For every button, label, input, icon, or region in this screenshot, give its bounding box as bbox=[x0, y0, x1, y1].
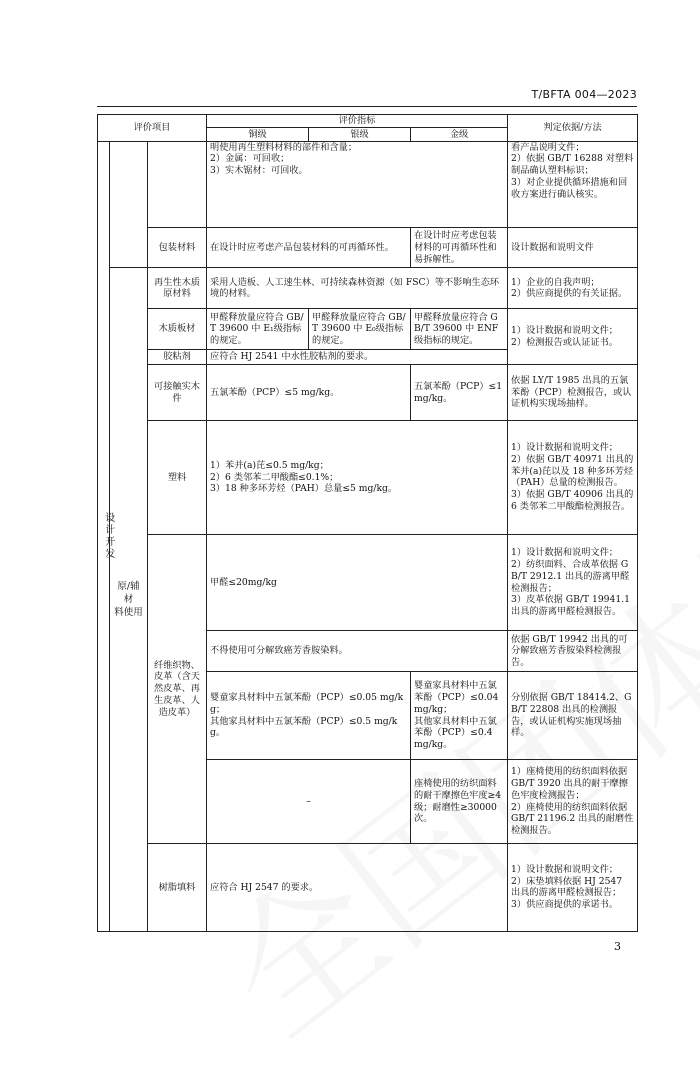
indicator-bronze-silver: 婴童家具材料中五氯苯酚（PCP）≤0.05 mg/kg； 其他家具材料中五氯苯酚（PCP）≤0.5 mg/kg。 bbox=[207, 672, 411, 760]
header-basis: 判定依据/方法 bbox=[508, 115, 638, 142]
indicator-gold: 甲醛释放量应符合 GB/T 39600 中 ENF 级指标的规定。 bbox=[411, 309, 508, 350]
item-packaging: 包装材料 bbox=[148, 228, 207, 268]
group-materials: 原/辅材 料使用 bbox=[110, 268, 148, 932]
table-row bbox=[98, 309, 638, 350]
indicator-cell: 明使用再生塑料材料的部件和含量； 2）金属：可回收； 3）实木锯材：可回收。 bbox=[207, 141, 508, 228]
item-wood-board: 木质板材 bbox=[148, 309, 207, 350]
indicator-bronze-silver: 五氯苯酚（PCP）≤5 mg/kg。 bbox=[207, 365, 411, 420]
header-silver: 银级 bbox=[309, 128, 411, 141]
indicator-gold: 座椅使用的纺织面料的耐干摩擦色牢度≥4 级；耐磨性≥30000次。 bbox=[411, 760, 508, 844]
basis-cell: 依据 LY/T 1985 出具的五氯苯酚（PCP）检测报告，或认证机构实现场抽样。 bbox=[508, 365, 638, 420]
header-eval-item: 评价项目 bbox=[98, 115, 207, 142]
indicator-cell: 甲醛≤20mg/kg bbox=[207, 535, 508, 631]
basis-cell: 1）设计数据和说明文件； 2）床垫填料依据 HJ 2547 出具的游离甲醛检测报告； 3）供应商提供的承诺书。 bbox=[508, 843, 638, 931]
basis-cell: 设计数据和说明文件 bbox=[508, 228, 638, 268]
evaluation-table bbox=[97, 114, 638, 932]
table-row bbox=[98, 228, 638, 268]
table-row bbox=[98, 420, 638, 535]
basis-cell: 依据 GB/T 19942 出具的可分解致癌芳香胺染料检测报告。 bbox=[508, 631, 638, 672]
indicator-bronze: 甲醛释放量应符合 GB/T 39600 中 E₁级指标的规定。 bbox=[207, 309, 309, 350]
item-textiles-leather: 纤维织物、皮革（含天然皮革、再生皮革、人造皮革） bbox=[148, 535, 207, 844]
document-id: T/BFTA 004—2023 bbox=[531, 88, 637, 101]
indicator-gold: 婴童家具材料中五氯苯酚（PCP）≤0.04 mg/kg； 其他家具材料中五氯苯酚（PCP）≤0.4 mg/kg。 bbox=[411, 672, 508, 760]
header-rule bbox=[97, 106, 637, 107]
item-plastics: 塑料 bbox=[148, 420, 207, 535]
header-gold: 金级 bbox=[411, 128, 508, 141]
indicator-gold: 在设计时应考虑包装材料的可再循环性和易拆解性。 bbox=[411, 228, 508, 268]
table-row bbox=[98, 843, 638, 931]
basis-cell: 分别依据 GB/T 18414.2、GB/T 22808 出具的检测报告，或认证机构实施现场抽样。 bbox=[508, 672, 638, 760]
table-row bbox=[98, 365, 638, 420]
header-bronze: 铜级 bbox=[207, 128, 309, 141]
indicator-cell: 应符合 HJ 2541 中水性胶粘剂的要求。 bbox=[207, 350, 508, 365]
indicator-cell: 采用人造板、人工速生林、可持续森林资源（如 FSC）等不影响生态环境的材料。 bbox=[207, 268, 508, 309]
basis-cell: 1）设计数据和说明文件； 2）依据 GB/T 40971 出具的苯并(a)芘以及 18 种多环芳烃（PAH）总量的检测报告。 3）依据 GB/T 40906 出具的 6 类邻苯二甲酸酯检测报告。 bbox=[508, 420, 638, 535]
basis-cell: 看产品说明文件； 2）依据 GB/T 16288 对塑料制品确认塑料标识； 3）对企业提供循环措施和回收方案进行确认核实。 bbox=[508, 141, 638, 228]
indicator-silver: 甲醛释放量应符合 GB/T 39600 中 E₀级指标的规定。 bbox=[309, 309, 411, 350]
item-adhesive: 胶粘剂 bbox=[148, 350, 207, 365]
indicator-cell: 应符合 HJ 2547 的要求。 bbox=[207, 843, 508, 931]
basis-cell: 1）企业的自我声明； 2）供应商提供的有关证据。 bbox=[508, 268, 638, 309]
item-resin-filler: 树脂填料 bbox=[148, 843, 207, 931]
group-cell-upper bbox=[110, 141, 148, 268]
stage-design: 设计开发 bbox=[98, 141, 110, 931]
item-blank bbox=[148, 141, 207, 228]
table-row bbox=[98, 141, 638, 228]
indicator-bronze-silver: – bbox=[207, 760, 411, 844]
basis-cell: 1）设计数据和说明文件； 2）纺织面料、合成革依据 GB/T 2912.1 出具的游离甲醛检测报告； 3）皮革依据 GB/T 19941.1 出具的游离甲醛检测报告。 bbox=[508, 535, 638, 631]
header-indicator: 评价指标 bbox=[207, 115, 508, 128]
table-row bbox=[98, 268, 638, 309]
item-solid-wood: 可接触实木件 bbox=[148, 365, 207, 420]
item-renewable-wood: 再生性木质原材料 bbox=[148, 268, 207, 309]
indicator-bronze-silver: 在设计时应考虑产品包装材料的可再循环性。 bbox=[207, 228, 411, 268]
page-number: 3 bbox=[614, 940, 621, 953]
indicator-gold: 五氯苯酚（PCP）≤1 mg/kg。 bbox=[411, 365, 508, 420]
table-row bbox=[98, 535, 638, 631]
indicator-cell: 1）苯并(a)芘≤0.5 mg/kg； 2）6 类邻苯二甲酸酯≤0.1%； 3）18 种多环芳烃（PAH）总量≤5 mg/kg。 bbox=[207, 420, 508, 535]
basis-cell: 1）座椅使用的纺织面料依据 GB/T 3920 出具的耐干摩擦色牢度检测报告； 2）座椅使用的纺织面料依据 GB/T 21196.2 出具的耐磨性检测报告。 bbox=[508, 760, 638, 844]
indicator-cell: 不得使用可分解致癌芳香胺染料。 bbox=[207, 631, 508, 672]
basis-cell: 1）设计数据和说明文件； 2）检测报告或认证证书。 bbox=[508, 309, 638, 365]
